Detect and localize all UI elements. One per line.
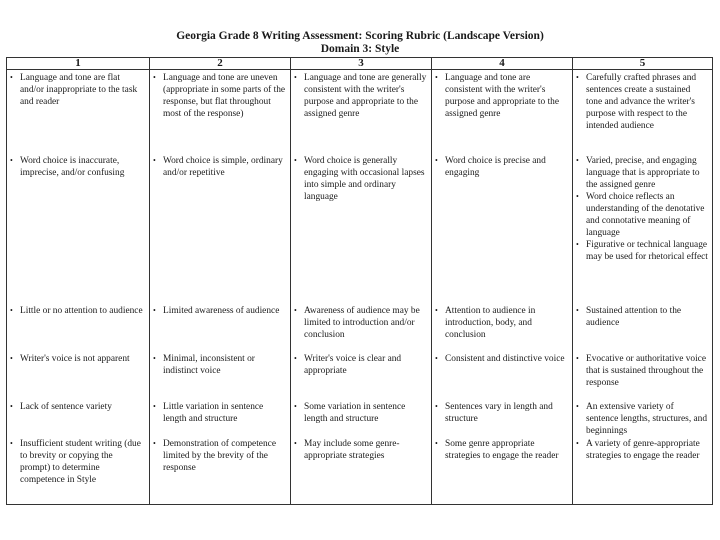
criterion-item	[10, 72, 145, 108]
criterion-item	[435, 401, 568, 425]
rubric-cell	[7, 353, 150, 401]
rubric-cell	[291, 438, 432, 505]
criterion-text: Writer's voice is not apparent	[20, 353, 130, 364]
criterion-item	[153, 72, 286, 120]
bullet-icon: •	[153, 401, 156, 411]
score-2-header: 2	[150, 58, 291, 70]
criterion-item	[435, 438, 568, 462]
table-row	[7, 353, 713, 401]
criterion-item	[576, 438, 708, 462]
domain-title: Domain 3: Style	[320, 43, 400, 55]
table-row	[7, 70, 713, 155]
criterion-text: Carefully crafted phrases and sentences create a sustained tone and advance the writer's purpose with respect to the intended audience	[586, 73, 697, 131]
criterion-item	[294, 155, 427, 203]
bullet-icon: •	[294, 438, 297, 448]
rubric-cell	[291, 401, 432, 438]
score-4-header: 4	[432, 58, 573, 70]
criterion-item	[435, 353, 568, 365]
table-row	[7, 305, 713, 353]
rubric-cell	[291, 305, 432, 353]
criterion-item	[576, 155, 708, 191]
criterion-text: Language and tone are consistent with the writer's purpose and appropriate to the assigned genre	[445, 73, 560, 119]
rubric-cell	[7, 70, 150, 155]
criterion-text: Varied, precise, and engaging language that is appropriate to the assigned genre	[586, 155, 700, 190]
rubric-cell	[432, 305, 573, 353]
page-title	[0, 30, 720, 56]
bullet-icon: •	[576, 438, 579, 448]
criterion-item	[435, 72, 568, 120]
criterion-text: Attention to audience in introduction, body, and conclusion	[445, 305, 536, 340]
rubric-cell	[150, 155, 291, 305]
criterion-text: Awareness of audience may be limited to introduction and/or conclusion	[304, 305, 420, 340]
bullet-icon: •	[576, 73, 579, 82]
criterion-item	[153, 353, 286, 377]
criterion-item	[10, 438, 145, 486]
bullet-icon: •	[435, 401, 438, 411]
rubric-cell	[573, 353, 713, 401]
criterion-text: Insufficient student writing (due to brevity or copying the prompt) to determine competence in Style	[20, 438, 141, 485]
bullet-icon: •	[153, 353, 156, 363]
criterion-text: Lack of sentence variety	[20, 401, 112, 412]
criterion-text: Consistent and distinctive voice	[445, 353, 565, 364]
bullet-icon: •	[153, 305, 156, 315]
rubric-cell	[150, 70, 291, 155]
score-5-header: 5	[573, 58, 713, 70]
criterion-item	[576, 305, 708, 329]
rubric-cell	[7, 155, 150, 305]
criterion-item	[153, 438, 286, 474]
score-1-header: 1	[7, 58, 150, 70]
bullet-icon: •	[294, 305, 297, 315]
criterion-text: Demonstration of competence limited by the brevity of the response	[163, 438, 276, 473]
criterion-item	[10, 305, 145, 317]
criterion-text: Some genre appropriate strategies to engage the reader	[445, 438, 559, 461]
bullet-icon: •	[576, 239, 579, 249]
criterion-text: Language and tone are flat and/or inappropriate to the task and reader	[20, 73, 138, 107]
bullet-icon: •	[294, 401, 297, 411]
criterion-text: Language and tone are uneven (appropriate in some parts of the response, but flat throughout most of the response)	[163, 73, 286, 119]
criterion-item	[294, 438, 427, 462]
criterion-item	[576, 401, 708, 437]
rubric-cell	[573, 401, 713, 438]
rubric-cell	[432, 155, 573, 305]
rubric-cell	[573, 305, 713, 353]
bullet-icon: •	[435, 73, 438, 82]
rubric-cell	[150, 305, 291, 353]
criterion-text: Evocative or authoritative voice that is sustained throughout the response	[586, 353, 707, 388]
criterion-text: Word choice is precise and engaging	[445, 155, 546, 178]
bullet-icon: •	[435, 353, 438, 363]
bullet-icon: •	[10, 401, 13, 411]
bullet-icon: •	[576, 191, 579, 201]
bullet-icon: •	[435, 438, 438, 448]
criterion-text: Figurative or technical language may be used for rhetorical effect	[586, 239, 708, 262]
criterion-item	[153, 155, 286, 179]
criterion-text: Word choice is simple, ordinary and/or repetitive	[163, 155, 283, 178]
criterion-item	[435, 305, 568, 341]
bullet-icon: •	[10, 155, 13, 165]
criterion-text: Little or no attention to audience	[20, 305, 143, 316]
rubric-body	[7, 70, 713, 505]
rubric-cell	[573, 70, 713, 155]
criterion-item	[10, 353, 145, 365]
bullet-icon: •	[576, 401, 579, 411]
rubric-cell	[291, 70, 432, 155]
criterion-item	[10, 155, 145, 179]
rubric-title: Georgia Grade 8 Writing Assessment: Scoring Rubric (Landscape Version)	[176, 30, 544, 42]
rubric-cell	[7, 438, 150, 505]
rubric-cell	[432, 438, 573, 505]
criterion-text: Sentences vary in length and structure	[445, 401, 553, 424]
criterion-text: Limited awareness of audience	[163, 305, 280, 316]
bullet-icon: •	[576, 155, 579, 165]
score-3-header: 3	[291, 58, 432, 70]
header-row	[7, 58, 713, 70]
bullet-icon: •	[435, 305, 438, 315]
bullet-icon: •	[435, 155, 438, 165]
rubric-cell	[7, 305, 150, 353]
criterion-text: A variety of genre-appropriate strategies to engage the reader	[586, 438, 700, 461]
criterion-item	[576, 72, 708, 132]
rubric-cell	[7, 401, 150, 438]
criterion-item	[576, 353, 708, 389]
criterion-item	[294, 353, 427, 377]
criterion-text: Word choice is inaccurate, imprecise, and/or confusing	[20, 155, 125, 178]
bullet-icon: •	[153, 438, 156, 448]
criterion-item	[10, 401, 145, 413]
rubric-cell	[432, 353, 573, 401]
rubric-cell	[573, 155, 713, 305]
rubric-cell	[150, 353, 291, 401]
bullet-icon: •	[294, 353, 297, 363]
rubric-cell	[432, 401, 573, 438]
criterion-text: Language and tone are generally consistent with the writer's purpose and appropriate to the assigned genre	[304, 73, 427, 119]
table-row	[7, 155, 713, 305]
criterion-item	[576, 239, 708, 263]
criterion-item	[153, 401, 286, 425]
criterion-item	[576, 191, 708, 239]
rubric-table	[6, 57, 713, 505]
bullet-icon: •	[153, 155, 156, 165]
bullet-icon: •	[10, 438, 13, 448]
table-row	[7, 438, 713, 505]
bullet-icon: •	[576, 353, 579, 363]
criterion-text: Some variation in sentence length and structure	[304, 401, 406, 424]
criterion-text: Writer's voice is clear and appropriate	[304, 353, 402, 376]
criterion-item	[294, 401, 427, 425]
rubric-cell	[291, 155, 432, 305]
rubric-cell	[150, 401, 291, 438]
bullet-icon: •	[294, 155, 297, 165]
criterion-text: Word choice reflects an understanding of the denotative and connotative meaning of language	[586, 191, 705, 238]
bullet-icon: •	[153, 73, 156, 82]
criterion-text: Sustained attention to the audience	[586, 305, 682, 328]
criterion-item	[294, 305, 427, 341]
criterion-text: An extensive variety of sentence lengths, structures, and beginnings	[586, 401, 708, 436]
rubric-cell	[150, 438, 291, 505]
bullet-icon: •	[10, 353, 13, 363]
criterion-text: Word choice is generally engaging with occasional lapses into simple and ordinary language	[304, 155, 425, 202]
criterion-item	[153, 305, 286, 317]
bullet-icon: •	[10, 73, 13, 82]
bullet-icon: •	[576, 305, 579, 315]
bullet-icon: •	[10, 305, 13, 315]
rubric-cell	[573, 438, 713, 505]
table-row	[7, 401, 713, 438]
criterion-text: May include some genre-appropriate strategies	[304, 438, 400, 461]
criterion-text: Minimal, inconsistent or indistinct voice	[163, 353, 255, 376]
criterion-item	[294, 72, 427, 120]
criterion-item	[435, 155, 568, 179]
rubric-cell	[432, 70, 573, 155]
bullet-icon: •	[294, 73, 297, 82]
rubric-cell	[291, 353, 432, 401]
criterion-text: Little variation in sentence length and structure	[163, 401, 264, 424]
